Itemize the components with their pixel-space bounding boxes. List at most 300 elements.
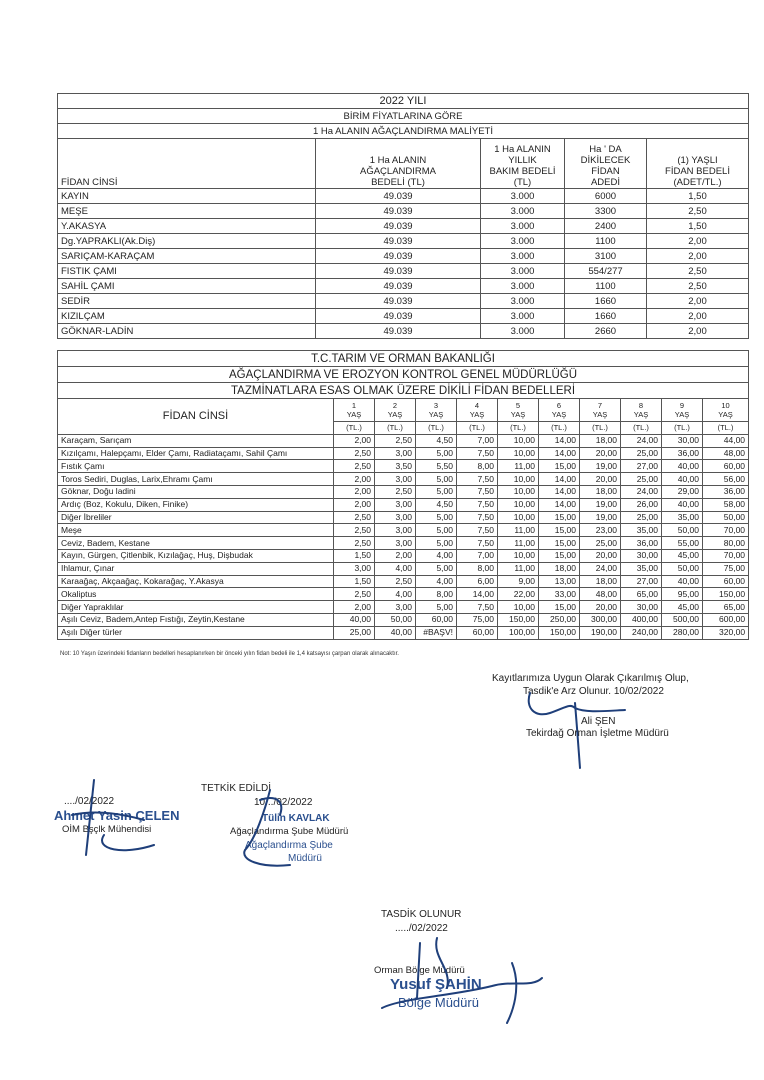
table-row <box>58 498 749 511</box>
seedling-compensation-table <box>57 350 749 640</box>
price-cell: 15,00 <box>539 524 580 537</box>
price-cell: 65,00 <box>703 601 749 614</box>
price-cell: 35,00 <box>662 511 703 524</box>
price-cell: 45,00 <box>662 549 703 562</box>
header-year-3: 3 YAŞ <box>416 399 457 422</box>
value-cell: 49.039 <box>316 234 481 249</box>
price-cell: 56,00 <box>703 473 749 486</box>
price-cell: 7,00 <box>457 434 498 447</box>
price-cell: 40,00 <box>662 498 703 511</box>
price-cell: 10,00 <box>498 511 539 524</box>
value-cell: 49.039 <box>316 249 481 264</box>
price-cell: 10,00 <box>498 485 539 498</box>
value-cell: 2660 <box>565 324 647 339</box>
header-unit: (TL.) <box>621 422 662 435</box>
footnote: Not: 10 Yaşın üzerindeki fidanların bedelleri hesaplanırken bir önceki yılın fidan bedeli ile 1,4 katsayısı çarpan olarak alınacaktır. <box>60 651 399 657</box>
price-cell: 23,00 <box>580 524 621 537</box>
species-cell: Ceviz, Badem, Kestane <box>58 537 334 550</box>
value-cell: 3100 <box>565 249 647 264</box>
tetkik-title: Ağaçlandırma Şube Müdürü <box>230 826 349 837</box>
price-cell: 15,00 <box>539 537 580 550</box>
price-cell: 60,00 <box>457 626 498 639</box>
value-cell: 49.039 <box>316 189 481 204</box>
price-cell: 3,50 <box>375 460 416 473</box>
price-cell: 150,00 <box>539 626 580 639</box>
species-cell: Dg.YAPRAKLI(Ak.Diş) <box>58 234 316 249</box>
table1-subtitle2: 1 Ha ALANIN AĞAÇLANDIRMA MALİYETİ <box>58 124 749 139</box>
price-cell: 20,00 <box>580 447 621 460</box>
header-seedling-count: Ha ' DA DİKİLECEK FİDAN ADEDİ <box>565 139 647 189</box>
price-cell: 29,00 <box>662 485 703 498</box>
price-cell: 3,00 <box>375 537 416 550</box>
species-cell: Diğer İbreliler <box>58 511 334 524</box>
header-unit: (TL.) <box>498 422 539 435</box>
price-cell: 65,00 <box>621 588 662 601</box>
table-row <box>58 549 749 562</box>
price-cell: 30,00 <box>621 549 662 562</box>
price-cell: 27,00 <box>621 460 662 473</box>
value-cell: 1100 <box>565 279 647 294</box>
species-cell: Aşılı Diğer türler <box>58 626 334 639</box>
price-cell: 14,00 <box>539 447 580 460</box>
price-cell: 20,00 <box>580 549 621 562</box>
price-cell: 35,00 <box>621 562 662 575</box>
approval-name: Ali ŞEN <box>581 716 616 727</box>
price-cell: 48,00 <box>580 588 621 601</box>
table-row <box>58 279 749 294</box>
table-row <box>58 324 749 339</box>
header-unit: (TL.) <box>457 422 498 435</box>
price-cell: 15,00 <box>539 549 580 562</box>
price-cell: 10,00 <box>498 434 539 447</box>
price-cell: 55,00 <box>662 537 703 550</box>
table2-title1: T.C.TARIM VE ORMAN BAKANLIĞI <box>58 351 749 367</box>
species-cell: Meşe <box>58 524 334 537</box>
species-cell: Fıstık Çamı <box>58 460 334 473</box>
price-cell: 2,50 <box>334 447 375 460</box>
table-row <box>58 309 749 324</box>
species-cell: SEDİR <box>58 294 316 309</box>
price-cell: 70,00 <box>703 524 749 537</box>
value-cell: 49.039 <box>316 204 481 219</box>
header-fidan-cinsi: FİDAN CİNSİ <box>58 139 316 189</box>
price-cell: 3,00 <box>375 498 416 511</box>
value-cell: 3.000 <box>481 264 565 279</box>
species-cell: Kızılçamı, Halepçamı, Elder Çamı, Radiataçamı, Sahil Çamı <box>58 447 334 460</box>
header-year-7: 7 YAŞ <box>580 399 621 422</box>
header-unit: (TL.) <box>580 422 621 435</box>
price-cell: 7,50 <box>457 601 498 614</box>
value-cell: 3.000 <box>481 189 565 204</box>
table-row <box>58 524 749 537</box>
price-cell: 80,00 <box>703 537 749 550</box>
price-cell: 70,00 <box>703 549 749 562</box>
tetkik-stamp-name: Tülin KAVLAK <box>262 813 330 824</box>
price-cell: 36,00 <box>703 485 749 498</box>
price-cell: 33,00 <box>539 588 580 601</box>
price-cell: 30,00 <box>662 434 703 447</box>
price-cell: 18,00 <box>580 485 621 498</box>
price-cell: 14,00 <box>539 434 580 447</box>
table-row <box>58 264 749 279</box>
price-cell: 5,00 <box>416 524 457 537</box>
price-cell: 7,50 <box>457 498 498 511</box>
price-cell: 6,00 <box>457 575 498 588</box>
table-row <box>58 460 749 473</box>
price-cell: 2,50 <box>334 511 375 524</box>
approval-title: Tekirdağ Orman İşletme Müdürü <box>526 728 669 739</box>
header-afforestation-cost: 1 Ha ALANIN AĞAÇLANDIRMA BEDELİ (TL) <box>316 139 481 189</box>
price-cell: 11,00 <box>498 524 539 537</box>
species-cell: Y.AKASYA <box>58 219 316 234</box>
tasdik-signature <box>362 928 562 1038</box>
price-cell: 35,00 <box>621 524 662 537</box>
price-cell: 13,00 <box>539 575 580 588</box>
tasdik-stamp-title: Bölge Müdürü <box>398 995 479 1010</box>
value-cell: 3.000 <box>481 279 565 294</box>
header-year-8: 8 YAŞ <box>621 399 662 422</box>
price-cell: 2,50 <box>375 575 416 588</box>
table-row <box>58 249 749 264</box>
price-cell: 1,50 <box>334 549 375 562</box>
header-year-1: 1 YAŞ <box>334 399 375 422</box>
price-cell: 19,00 <box>580 511 621 524</box>
price-cell: 8,00 <box>457 460 498 473</box>
value-cell: 1100 <box>565 234 647 249</box>
price-cell: 2,00 <box>334 498 375 511</box>
price-cell: 19,00 <box>580 498 621 511</box>
value-cell: 2400 <box>565 219 647 234</box>
table-row <box>58 189 749 204</box>
price-cell: 10,00 <box>498 473 539 486</box>
price-cell: 4,50 <box>416 498 457 511</box>
price-cell: 5,00 <box>416 601 457 614</box>
table1-subtitle1: BİRİM FİYATLARINA GÖRE <box>58 109 749 124</box>
table-row <box>58 575 749 588</box>
table-row <box>58 473 749 486</box>
header-year-2: 2 YAŞ <box>375 399 416 422</box>
tetkik-stamp-title2: Müdürü <box>288 853 322 864</box>
value-cell: 3.000 <box>481 234 565 249</box>
price-cell: 18,00 <box>580 575 621 588</box>
tetkik-date: 10.../02/2022 <box>254 797 313 808</box>
price-cell: 50,00 <box>375 613 416 626</box>
price-cell: 75,00 <box>457 613 498 626</box>
price-cell: 26,00 <box>621 498 662 511</box>
price-cell: 14,00 <box>539 485 580 498</box>
price-cell: 60,00 <box>703 460 749 473</box>
price-cell: 5,00 <box>416 485 457 498</box>
price-cell: 15,00 <box>539 460 580 473</box>
tetkik-stamp-title1: Ağaçlandırma Şube <box>245 840 333 851</box>
table-row <box>58 434 749 447</box>
species-cell: Göknar, Doğu ladini <box>58 485 334 498</box>
price-cell: 2,00 <box>375 549 416 562</box>
value-cell: 3.000 <box>481 204 565 219</box>
header-fidan-cinsi: FİDAN CİNSİ <box>58 399 334 435</box>
value-cell: 49.039 <box>316 279 481 294</box>
price-cell: 240,00 <box>621 626 662 639</box>
price-cell: 3,00 <box>375 447 416 460</box>
price-cell: 14,00 <box>539 498 580 511</box>
price-cell: 7,00 <box>457 549 498 562</box>
price-cell: 40,00 <box>662 460 703 473</box>
species-cell: GÖKNAR-LADİN <box>58 324 316 339</box>
price-cell: #BAŞV! <box>416 626 457 639</box>
value-cell: 3300 <box>565 204 647 219</box>
table-row <box>58 601 749 614</box>
price-cell: 20,00 <box>580 473 621 486</box>
price-cell: 24,00 <box>580 562 621 575</box>
table-row <box>58 204 749 219</box>
price-cell: 11,00 <box>498 537 539 550</box>
value-cell: 2,00 <box>647 309 749 324</box>
price-cell: 36,00 <box>621 537 662 550</box>
header-unit: (TL.) <box>662 422 703 435</box>
price-cell: 40,00 <box>662 575 703 588</box>
value-cell: 1660 <box>565 309 647 324</box>
price-cell: 25,00 <box>621 511 662 524</box>
price-cell: 18,00 <box>580 434 621 447</box>
table-row <box>58 447 749 460</box>
approval-line1: Kayıtlarımıza Uygun Olarak Çıkarılmış Olup, <box>492 673 689 684</box>
price-cell: 100,00 <box>498 626 539 639</box>
species-cell: Toros Sediri, Duglas, Larix,Ehramı Çamı <box>58 473 334 486</box>
species-cell: Karaçam, Sarıçam <box>58 434 334 447</box>
value-cell: 49.039 <box>316 219 481 234</box>
table-row <box>58 613 749 626</box>
price-cell: 2,00 <box>334 434 375 447</box>
price-cell: 45,00 <box>662 601 703 614</box>
header-year-6: 6 YAŞ <box>539 399 580 422</box>
value-cell: 1660 <box>565 294 647 309</box>
price-cell: 320,00 <box>703 626 749 639</box>
left-signature <box>64 775 174 865</box>
tasdik-label: TASDİK OLUNUR <box>381 909 462 920</box>
species-cell: Diğer Yapraklılar <box>58 601 334 614</box>
table-row <box>58 562 749 575</box>
value-cell: 1,50 <box>647 219 749 234</box>
table-row <box>58 234 749 249</box>
price-cell: 7,50 <box>457 524 498 537</box>
price-cell: 3,00 <box>375 511 416 524</box>
value-cell: 2,50 <box>647 264 749 279</box>
value-cell: 2,00 <box>647 294 749 309</box>
price-cell: 48,00 <box>703 447 749 460</box>
price-cell: 25,00 <box>621 447 662 460</box>
price-cell: 50,00 <box>662 562 703 575</box>
price-cell: 14,00 <box>539 473 580 486</box>
price-cell: 10,00 <box>498 549 539 562</box>
value-cell: 49.039 <box>316 294 481 309</box>
value-cell: 2,50 <box>647 279 749 294</box>
price-cell: 25,00 <box>580 537 621 550</box>
table2-title3: TAZMİNATLARA ESAS OLMAK ÜZERE DİKİLİ FİDAN BEDELLERİ <box>58 383 749 399</box>
price-cell: 75,00 <box>703 562 749 575</box>
header-year-5: 5 YAŞ <box>498 399 539 422</box>
price-cell: 30,00 <box>621 601 662 614</box>
value-cell: 49.039 <box>316 309 481 324</box>
afforestation-cost-table <box>57 93 749 339</box>
table-row <box>58 219 749 234</box>
tasdik-title: Orman Bölge Müdürü <box>374 965 465 976</box>
table1-title: 2022 YILI <box>58 94 749 109</box>
table-row <box>58 588 749 601</box>
price-cell: 40,00 <box>662 473 703 486</box>
tetkik-label: TETKİK EDİLDİ <box>201 783 272 794</box>
tasdik-date: ...../02/2022 <box>395 923 448 934</box>
price-cell: 5,00 <box>416 511 457 524</box>
price-cell: 95,00 <box>662 588 703 601</box>
header-unit: (TL.) <box>375 422 416 435</box>
header-year-4: 4 YAŞ <box>457 399 498 422</box>
header-unit: (TL.) <box>416 422 457 435</box>
value-cell: 3.000 <box>481 324 565 339</box>
price-cell: 40,00 <box>375 626 416 639</box>
price-cell: 250,00 <box>539 613 580 626</box>
price-cell: 2,50 <box>334 537 375 550</box>
price-cell: 600,00 <box>703 613 749 626</box>
price-cell: 4,50 <box>416 434 457 447</box>
value-cell: 49.039 <box>316 264 481 279</box>
table-row <box>58 626 749 639</box>
price-cell: 60,00 <box>416 613 457 626</box>
price-cell: 3,00 <box>375 601 416 614</box>
price-cell: 7,50 <box>457 473 498 486</box>
price-cell: 8,00 <box>416 588 457 601</box>
value-cell: 3.000 <box>481 309 565 324</box>
price-cell: 9,00 <box>498 575 539 588</box>
left-sig-stamp-name: Ahmet Yasin ÇELEN <box>54 808 180 823</box>
header-seedling-price: (1) YAŞLI FİDAN BEDELİ (ADET/TL.) <box>647 139 749 189</box>
price-cell: 58,00 <box>703 498 749 511</box>
price-cell: 50,00 <box>662 524 703 537</box>
price-cell: 2,50 <box>334 460 375 473</box>
price-cell: 5,00 <box>416 473 457 486</box>
price-cell: 150,00 <box>498 613 539 626</box>
price-cell: 500,00 <box>662 613 703 626</box>
price-cell: 7,50 <box>457 537 498 550</box>
table-row <box>58 485 749 498</box>
table2-title2: AĞAÇLANDIRMA VE EROZYON KONTROL GENEL MÜDÜRLÜĞÜ <box>58 367 749 383</box>
price-cell: 10,00 <box>498 601 539 614</box>
value-cell: 3.000 <box>481 219 565 234</box>
price-cell: 25,00 <box>334 626 375 639</box>
price-cell: 36,00 <box>662 447 703 460</box>
price-cell: 11,00 <box>498 460 539 473</box>
price-cell: 3,00 <box>334 562 375 575</box>
value-cell: 49.039 <box>316 324 481 339</box>
header-year-9: 9 YAŞ <box>662 399 703 422</box>
price-cell: 10,00 <box>498 447 539 460</box>
price-cell: 7,50 <box>457 447 498 460</box>
species-cell: KIZILÇAM <box>58 309 316 324</box>
table-row <box>58 537 749 550</box>
price-cell: 4,00 <box>375 562 416 575</box>
price-cell: 1,50 <box>334 575 375 588</box>
price-cell: 2,50 <box>375 485 416 498</box>
price-cell: 5,00 <box>416 562 457 575</box>
species-cell: Karaağaç, Akçaağaç, Kokarağaç, Y.Akasya <box>58 575 334 588</box>
price-cell: 150,00 <box>703 588 749 601</box>
price-cell: 7,50 <box>457 485 498 498</box>
price-cell: 2,50 <box>334 588 375 601</box>
price-cell: 27,00 <box>621 575 662 588</box>
species-cell: SAHİL ÇAMI <box>58 279 316 294</box>
price-cell: 4,00 <box>416 549 457 562</box>
price-cell: 2,50 <box>334 524 375 537</box>
price-cell: 22,00 <box>498 588 539 601</box>
price-cell: 400,00 <box>621 613 662 626</box>
header-year-10: 10 YAŞ <box>703 399 749 422</box>
left-sig-title: OİM Bşçlk Mühendisi <box>62 824 152 835</box>
table-row <box>58 511 749 524</box>
price-cell: 300,00 <box>580 613 621 626</box>
table-row <box>58 294 749 309</box>
value-cell: 3.000 <box>481 294 565 309</box>
price-cell: 60,00 <box>703 575 749 588</box>
price-cell: 190,00 <box>580 626 621 639</box>
value-cell: 1,50 <box>647 189 749 204</box>
price-cell: 5,50 <box>416 460 457 473</box>
value-cell: 3.000 <box>481 249 565 264</box>
price-cell: 24,00 <box>621 434 662 447</box>
price-cell: 14,00 <box>457 588 498 601</box>
price-cell: 2,50 <box>375 434 416 447</box>
header-unit: (TL.) <box>703 422 749 435</box>
price-cell: 2,00 <box>334 473 375 486</box>
price-cell: 4,00 <box>375 588 416 601</box>
price-cell: 280,00 <box>662 626 703 639</box>
price-cell: 5,00 <box>416 537 457 550</box>
price-cell: 7,50 <box>457 511 498 524</box>
price-cell: 40,00 <box>334 613 375 626</box>
species-cell: Aşılı Ceviz, Badem,Antep Fıstığı, Zeytin,Kestane <box>58 613 334 626</box>
price-cell: 44,00 <box>703 434 749 447</box>
species-cell: MEŞE <box>58 204 316 219</box>
tetkik-signature <box>215 780 365 880</box>
price-cell: 50,00 <box>703 511 749 524</box>
tasdik-stamp-name: Yusuf ŞAHİN <box>390 976 482 993</box>
species-cell: Kayın, Gürgen, Çitlenbik, Kızılağaç, Huş, Dişbudak <box>58 549 334 562</box>
price-cell: 2,00 <box>334 485 375 498</box>
price-cell: 11,00 <box>498 562 539 575</box>
price-cell: 3,00 <box>375 473 416 486</box>
price-cell: 15,00 <box>539 511 580 524</box>
price-cell: 3,00 <box>375 524 416 537</box>
species-cell: Ardıç (Boz, Kokulu, Diken, Finike) <box>58 498 334 511</box>
header-unit: (TL.) <box>539 422 580 435</box>
species-cell: Ihlamur, Çınar <box>58 562 334 575</box>
left-sig-date: ..../02/2022 <box>64 796 115 807</box>
price-cell: 18,00 <box>539 562 580 575</box>
price-cell: 5,00 <box>416 447 457 460</box>
price-cell: 24,00 <box>621 485 662 498</box>
price-cell: 25,00 <box>621 473 662 486</box>
price-cell: 4,00 <box>416 575 457 588</box>
price-cell: 20,00 <box>580 601 621 614</box>
header-maintenance-cost: 1 Ha ALANIN YILLIK BAKIM BEDELİ (TL) <box>481 139 565 189</box>
value-cell: 2,50 <box>647 204 749 219</box>
price-cell: 2,00 <box>334 601 375 614</box>
price-cell: 8,00 <box>457 562 498 575</box>
species-cell: FISTIK ÇAMI <box>58 264 316 279</box>
price-cell: 19,00 <box>580 460 621 473</box>
species-cell: SARIÇAM-KARAÇAM <box>58 249 316 264</box>
species-cell: Okaliptus <box>58 588 334 601</box>
value-cell: 554/277 <box>565 264 647 279</box>
value-cell: 2,00 <box>647 234 749 249</box>
